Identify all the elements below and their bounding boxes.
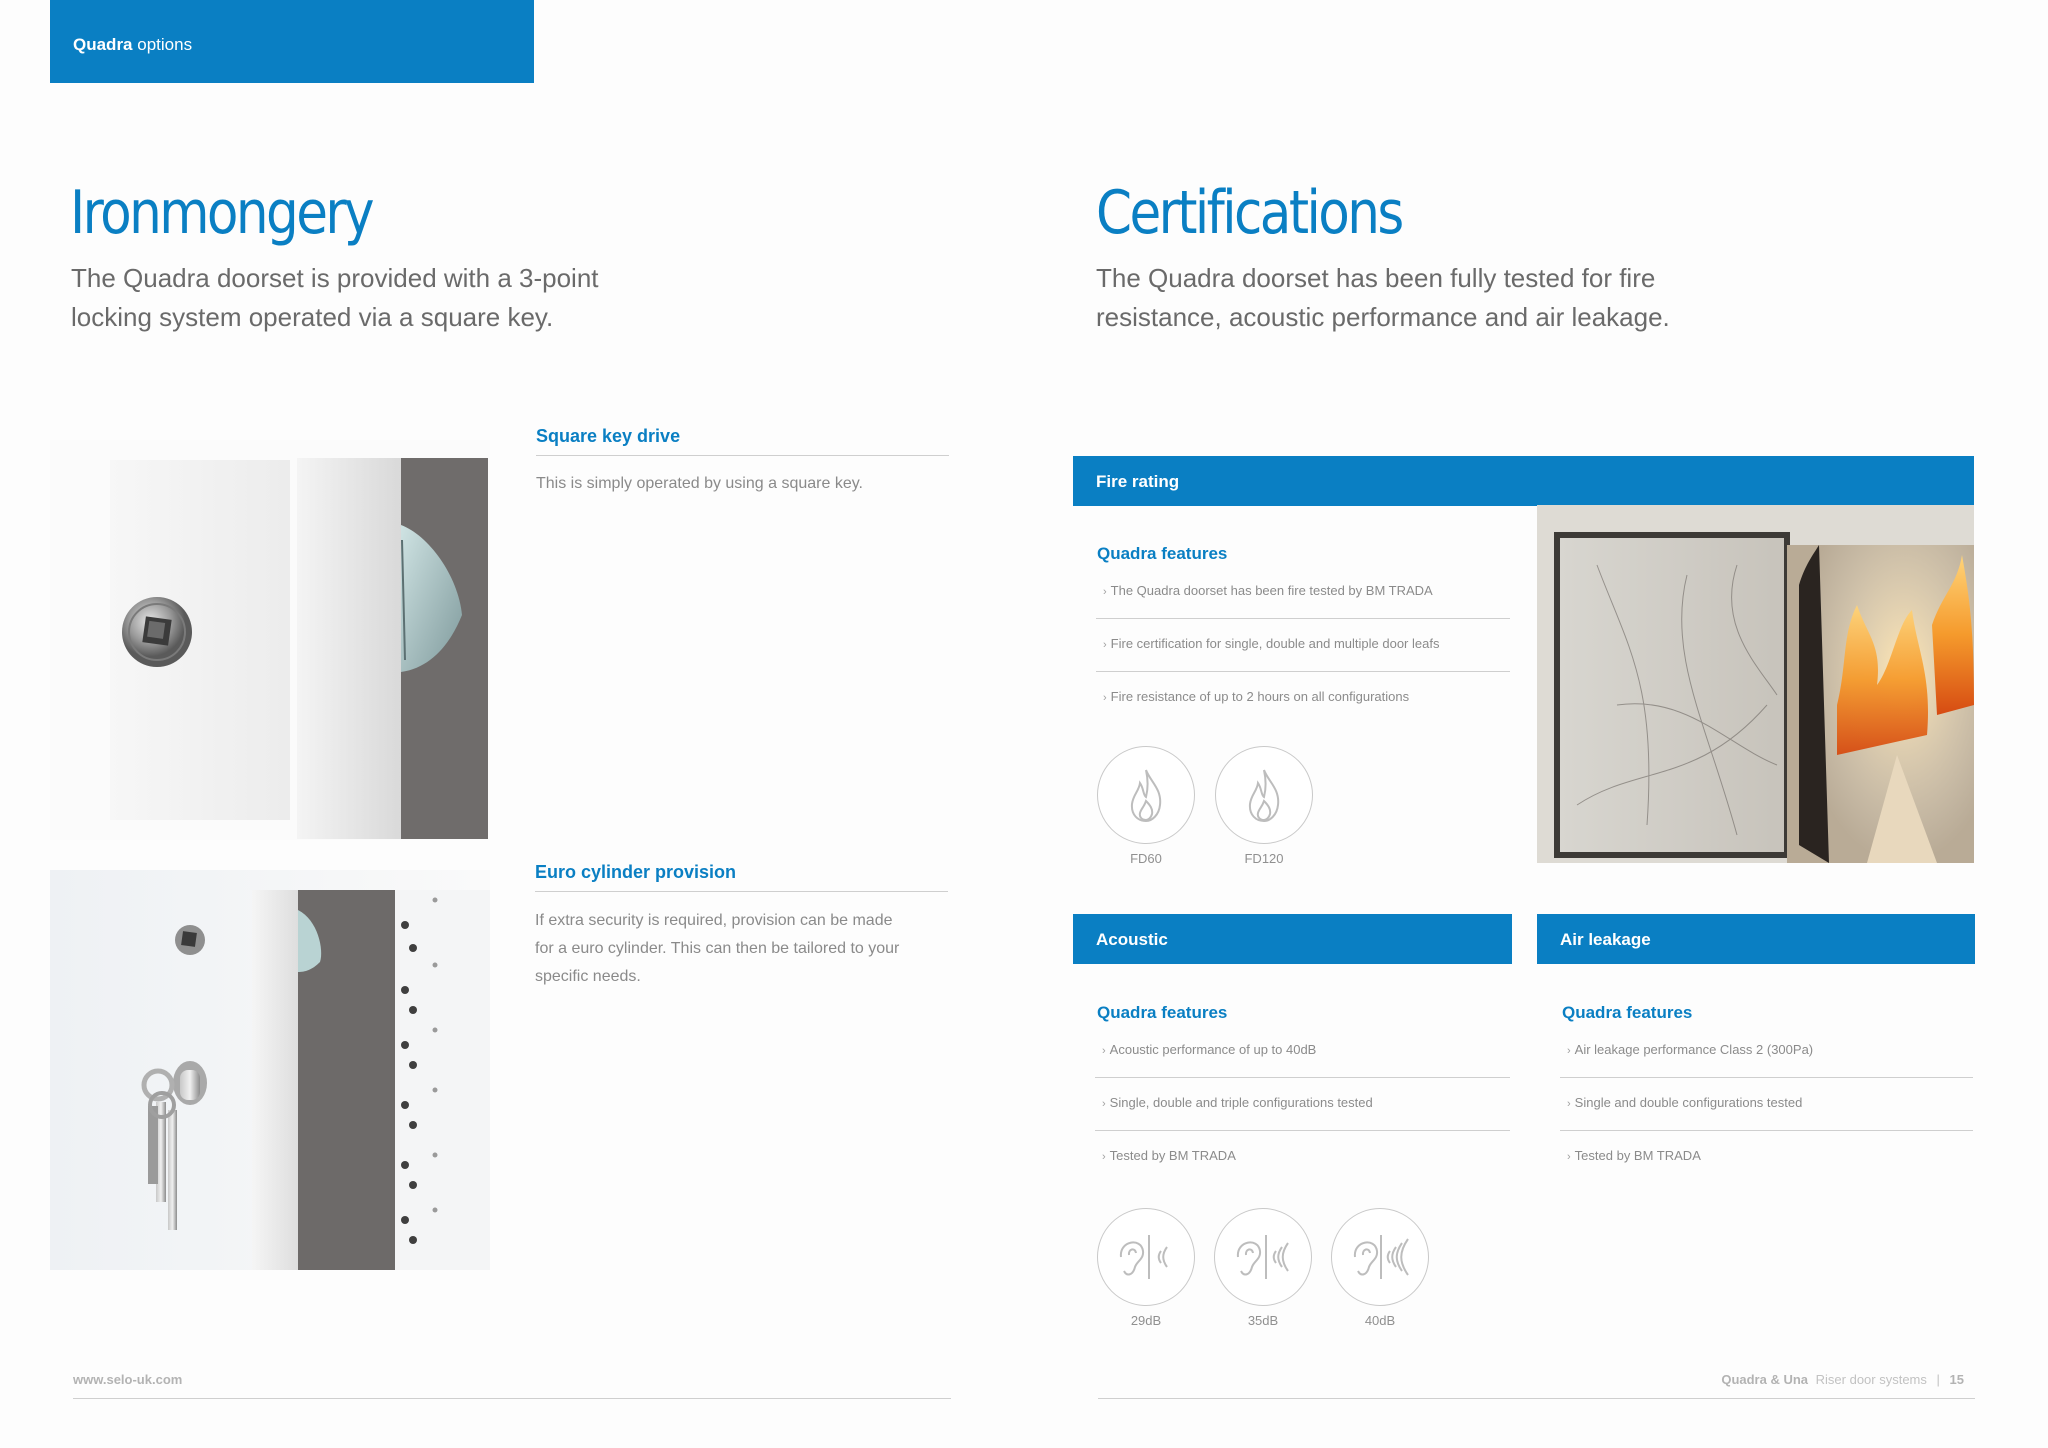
air-features-list bbox=[1560, 1025, 1973, 1184]
air-leakage-bar: Air leakage bbox=[1537, 914, 1975, 964]
acoustic-bar: Acoustic bbox=[1073, 914, 1512, 964]
ear-sound-icon bbox=[1097, 1208, 1195, 1306]
ear-sound-icon bbox=[1331, 1208, 1429, 1306]
footer-url: www.selo-uk.com bbox=[73, 1372, 183, 1387]
badge-label: 29dB bbox=[1130, 1313, 1162, 1328]
acoustic-features-list bbox=[1095, 1025, 1510, 1184]
badge-label: 40dB bbox=[1364, 1313, 1396, 1328]
tab-label: options bbox=[137, 35, 193, 54]
list-item: › Tested by BM TRADA bbox=[1095, 1131, 1510, 1184]
flame-icon bbox=[1215, 746, 1313, 844]
divider bbox=[535, 891, 948, 892]
fire-rating-bar: Fire rating bbox=[1073, 456, 1974, 506]
footer-rule-right bbox=[1098, 1398, 1975, 1399]
tab-brand: Quadra bbox=[73, 35, 133, 54]
footer-rule-left bbox=[73, 1398, 951, 1399]
divider bbox=[536, 455, 949, 456]
list-item: › Fire certification for single, double and multiple door leafs bbox=[1096, 619, 1510, 672]
acoustic-features-title: Quadra features bbox=[1097, 1003, 1228, 1022]
40db-badge bbox=[1331, 1208, 1429, 1328]
fd60-badge bbox=[1097, 746, 1195, 866]
euro-cylinder-heading: Euro cylinder provision bbox=[535, 862, 737, 882]
euro-cylinder-text bbox=[535, 907, 899, 991]
badge-label: FD120 bbox=[1244, 851, 1284, 866]
footer-separator: | bbox=[1936, 1372, 1940, 1387]
footer-brand-name: Quadra & Una bbox=[1721, 1372, 1809, 1387]
list-item: › Acoustic performance of up to 40dB bbox=[1095, 1025, 1510, 1078]
list-item: › Single, double and triple configurations tested bbox=[1095, 1078, 1510, 1131]
flame-icon bbox=[1097, 746, 1195, 844]
badge-label: FD60 bbox=[1130, 851, 1162, 866]
badge-label: 35dB bbox=[1247, 1313, 1279, 1328]
square-key-heading: Square key drive bbox=[536, 426, 681, 446]
square-key-photo bbox=[50, 440, 490, 840]
air-features-title: Quadra features bbox=[1562, 1003, 1693, 1022]
list-item: › Tested by BM TRADA bbox=[1560, 1131, 1973, 1184]
list-item: › Fire resistance of up to 2 hours on all configurations bbox=[1096, 672, 1510, 725]
ear-sound-icon bbox=[1214, 1208, 1312, 1306]
lead-line: locking system operated via a square key. bbox=[71, 302, 554, 332]
fire-test-photo bbox=[1537, 505, 1974, 863]
text-line: If extra security is required, provision can be made bbox=[535, 912, 893, 929]
list-item: › The Quadra doorset has been fire tested by BM TRADA bbox=[1096, 566, 1510, 619]
list-item: › Air leakage performance Class 2 (300Pa) bbox=[1560, 1025, 1973, 1078]
ironmongery-title: Ironmongery bbox=[70, 178, 372, 248]
fire-features-title: Quadra features bbox=[1097, 544, 1228, 563]
ironmongery-lead bbox=[71, 259, 599, 337]
29db-badge bbox=[1097, 1208, 1195, 1328]
footer-product: Riser door systems bbox=[1815, 1372, 1927, 1387]
fire-features-list bbox=[1096, 566, 1510, 725]
text-line: for a euro cylinder. This can then be tailored to your bbox=[535, 940, 900, 957]
certifications-title: Certifications bbox=[1096, 178, 1402, 248]
certifications-lead bbox=[1096, 259, 1670, 337]
page-number: 15 bbox=[1949, 1372, 1964, 1387]
35db-badge bbox=[1214, 1208, 1312, 1328]
fd120-badge bbox=[1215, 746, 1313, 866]
euro-cylinder-photo bbox=[50, 870, 490, 1270]
lead-line: The Quadra doorset is provided with a 3-point bbox=[71, 263, 599, 293]
section-tab bbox=[50, 0, 534, 83]
square-key-text: This is simply operated by using a square key. bbox=[536, 475, 863, 492]
lead-line: resistance, acoustic performance and air leakage. bbox=[1096, 302, 1670, 332]
footer-brand bbox=[1721, 1372, 1964, 1387]
lead-line: The Quadra doorset has been fully tested for fire bbox=[1096, 263, 1656, 293]
text-line: specific needs. bbox=[535, 968, 641, 985]
list-item: › Single and double configurations tested bbox=[1560, 1078, 1973, 1131]
